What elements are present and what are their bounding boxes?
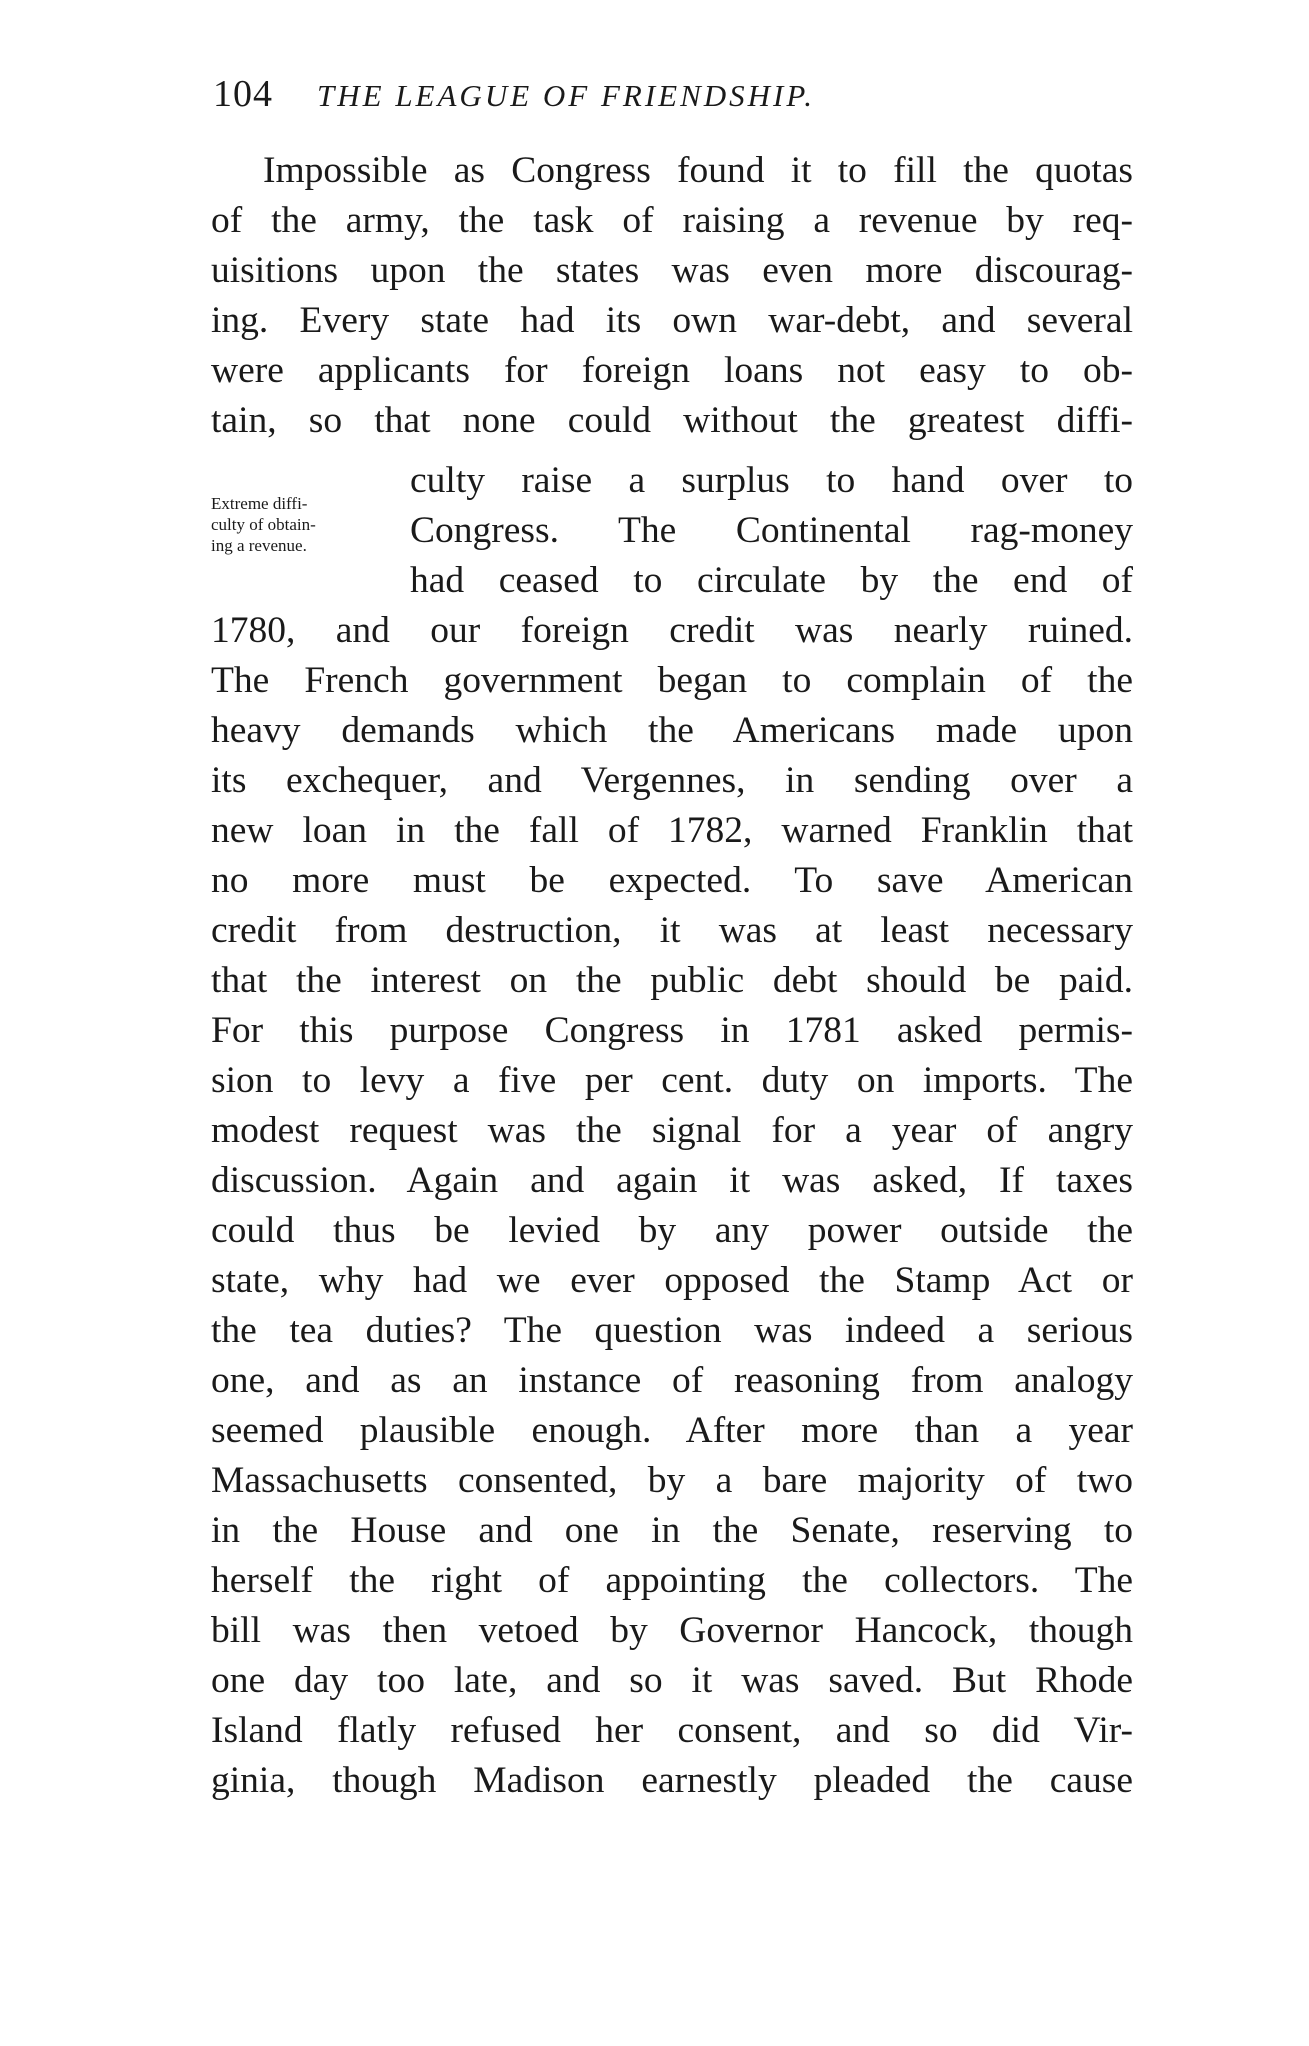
margin-note-line: culty of obtain- [211, 515, 316, 534]
text-line: state, why had we ever opposed the Stamp Act or [211, 1260, 1133, 1301]
margin-note [211, 493, 411, 556]
page-header [213, 72, 815, 116]
text-line: Island flatly refused her consent, and so did Vir- [211, 1710, 1133, 1751]
text-line: one day too late, and so it was saved. But Rhode [211, 1660, 1133, 1701]
text-line: bill was then vetoed by Governor Hancock, though [211, 1610, 1133, 1651]
text-line: in the House and one in the Senate, reserving to [211, 1510, 1133, 1551]
text-line: the tea duties? The question was indeed a serious [211, 1310, 1133, 1351]
text-line: no more must be expected. To save American [211, 860, 1133, 901]
text-line: could thus be levied by any power outside the [211, 1210, 1133, 1251]
text-line: The French government began to complain of the [211, 660, 1133, 701]
text-line: new loan in the fall of 1782, warned Franklin that [211, 810, 1133, 851]
text-line: uisitions upon the states was even more discourag- [211, 250, 1133, 291]
text-line: were applicants for foreign loans not easy to ob- [211, 350, 1133, 391]
running-title: THE LEAGUE OF FRIENDSHIP. [317, 78, 816, 113]
text-line: For this purpose Congress in 1781 asked permis- [211, 1010, 1133, 1051]
text-line: discussion. Again and again it was asked, If taxes [211, 1160, 1133, 1201]
text-line: Impossible as Congress found it to fill the quotas [263, 150, 1133, 191]
text-line: of the army, the task of raising a revenue by req- [211, 200, 1133, 241]
text-line: herself the right of appointing the collectors. The [211, 1560, 1133, 1601]
text-line: culty raise a surplus to hand over to [410, 460, 1133, 501]
text-line: tain, so that none could without the greatest diffi- [211, 400, 1133, 441]
text-line: its exchequer, and Vergennes, in sending over a [211, 760, 1133, 801]
text-line: Congress. The Continental rag-money [410, 510, 1133, 551]
text-line: one, and as an instance of reasoning from analogy [211, 1360, 1133, 1401]
text-line: credit from destruction, it was at least necessary [211, 910, 1133, 951]
text-line: sion to levy a five per cent. duty on imports. The [211, 1060, 1133, 1101]
text-line: seemed plausible enough. After more than a year [211, 1410, 1133, 1451]
margin-note-line: Extreme diffi- [211, 494, 308, 513]
text-line: ginia, though Madison earnestly pleaded the cause [211, 1760, 1133, 1801]
text-line: had ceased to circulate by the end of [410, 560, 1133, 601]
text-line: that the interest on the public debt should be paid. [211, 960, 1133, 1001]
text-line: modest request was the signal for a year of angry [211, 1110, 1133, 1151]
page-number: 104 [213, 73, 273, 115]
margin-note-line: ing a revenue. [211, 536, 307, 555]
text-line: Massachusetts consented, by a bare majority of two [211, 1460, 1133, 1501]
text-line: heavy demands which the Americans made upon [211, 710, 1133, 751]
text-line: 1780, and our foreign credit was nearly ruined. [211, 610, 1133, 651]
text-line: ing. Every state had its own war-debt, and several [211, 300, 1133, 341]
